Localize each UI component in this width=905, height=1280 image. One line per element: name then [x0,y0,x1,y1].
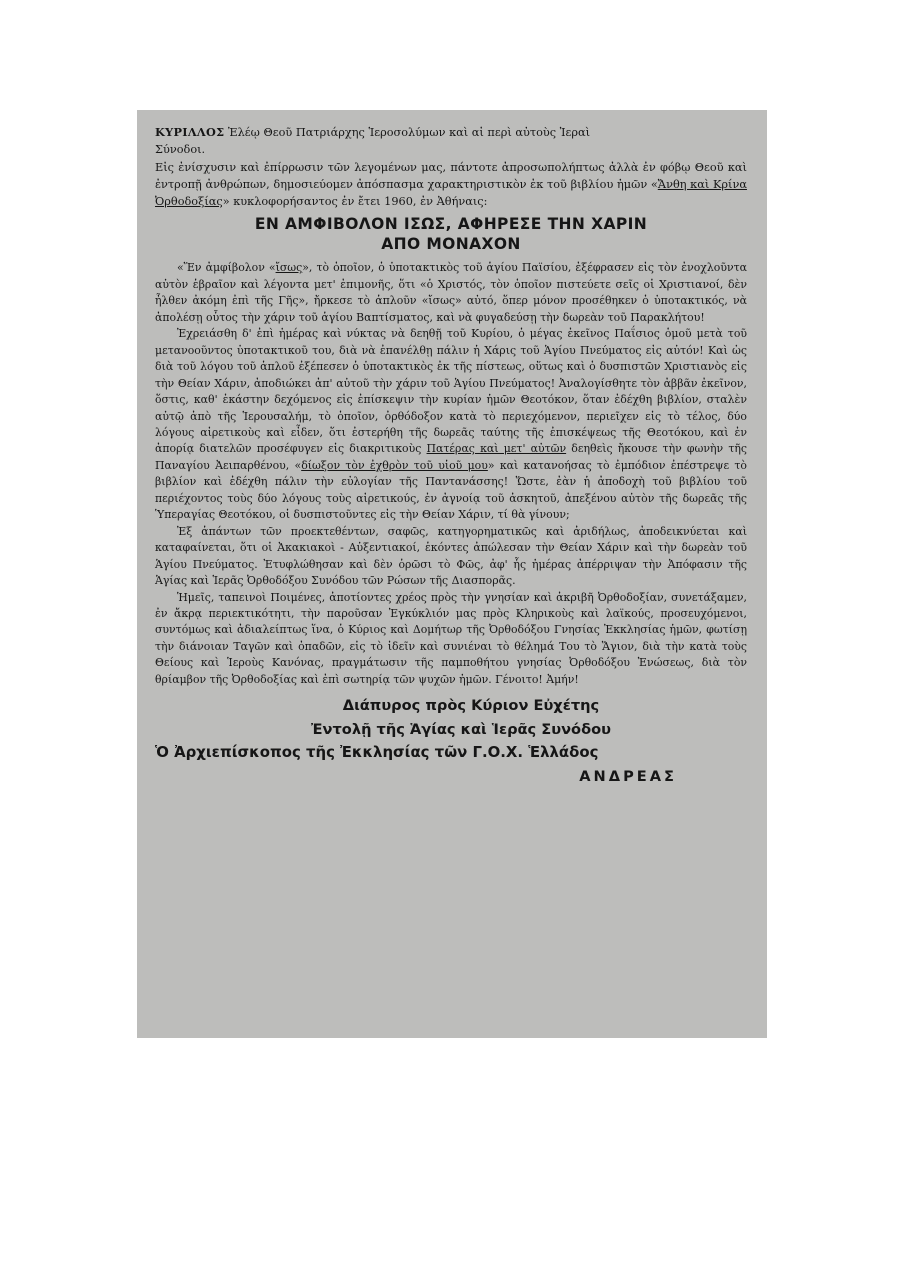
p1-text-b: », τὸ ὁποῖον, ὁ ὑποτακτικὸς τοῦ ἁγίου Παϊσίου, ἐξέφρασεν εἰς τὸν ἐνοχλοῦντα αὐτὸν ἑβραῖον καὶ λέγοντα μετ' ἐπιμονῆς, ὅτι «ὁ Χριστός, τὸν ὁποῖον πιστεύετε σεῖς οἱ Χριστιανοί, δὲν ἦλθεν ἀκόμη ἐπὶ τῆς Γῆς», ἤρκεσε τὸ ἁπλοῦν «ἴσως» αὐτό, ὅπερ μόνον προσέθηκεν ὁ ὑποτακτικός, νὰ ἀπολέσῃ οὗτος τὴν χάριν τοῦ ἁγίου Βαπτίσματος, καὶ νὰ φυγαδεύσῃ τὴν δωρεὰν τοῦ Παρακλήτου! [155,261,747,324]
p2-text-b: δεηθεὶς ἤκουσε τὴν φωνὴν τῆς Παναγίου Ἀειπαρθένου, « [155,442,748,472]
fathers-phrase: Πατέρας καὶ μετ' αὐτῶν [426,442,567,456]
heading-line-1: ΕΝ ΑΜΦΙΒΟΛΟΝ ΙΣΩΣ, ΑΦΗΡΕΣΕ ΤΗΝ ΧΑΡΙΝ [254,215,648,234]
scanned-page [137,110,767,1038]
intro-sender-line [155,124,747,141]
signature-line-3: Ὁ Ἀρχιεπίσκοπος τῆς Ἐκκλησίας τῶν Γ.Ο.Χ. Ἑλλάδος [155,743,599,762]
body-paragraph-3: Ἐξ ἁπάντων τῶν προεκτεθέντων, σαφῶς, κατηγορηματικῶς καὶ ἀριδήλως, ἀποδεικνύεται καὶ καταφαίνεται, ὅτι οἱ Ἀκακιακοὶ - Αὐξεντιακοί, ἑκόντες ἀπώλεσαν τὴν Θείαν Χάριν καὶ τὴν δωρεὰν τοῦ Ἁγίου Πνεύματος. Ἐτυφλώθησαν καὶ δὲν ὁρῶσι τὸ Φῶς, ἀφ' ἧς ἡμέρας ἀπέρριψαν τὴν Ἀπόφασιν τῆς Ἁγίας καὶ Ἱερᾶς Ὀρθοδόξου Συνόδου τῶν Ρώσων τῆς Διασπορᾶς. [155,524,747,588]
signature-line-2: Ἐντολῇ τῆς Ἁγίας καὶ Ἱερᾶς Συνόδου [311,720,611,738]
p1-text-a: «Ἕν ἀμφίβολον « [177,261,276,275]
intro-synods: Σύνοδοι. [155,143,206,157]
sender-title: Ἐλέῳ Θεοῦ Πατριάρχης Ἱεροσολύμων καὶ αἱ περὶ αὐτοὺς Ἱεραὶ [224,126,591,139]
p2-text-a: Ἐχρειάσθη δ' ἐπὶ ἡμέρας καὶ νύκτας νὰ δεηθῇ τοῦ Κυρίου, ὁ μέγας ἐκεῖνος Παΐσιος ὁμοῦ μετὰ τοῦ μετανοοῦντος ὑποτακτικοῦ του, διὰ νὰ ἐπανέλθῃ πάλιν ἡ Χάρις τοῦ Ἁγίου Πνεύματος εἰς αὐτόν! Καὶ ὡς διὰ τοῦ λόγου τοῦ ἁπλοῦ ἐξέπεσεν ὁ ὑποτακτικὸς ἐκ τῆς πίστεως, οὕτως καὶ ὁ δυσπιστῶν Χριστιανὸς εἰς τὴν Θείαν Χάριν, ἀποδιώκει ἀπ' αὐτοῦ τὴν χάριν τοῦ Ἁγίου Πνεύματος! Ἀναλογίσθητε τὸν ἀββᾶν ἐκεῖνον, ὅστις, καθ' ἑκάστην δεχόμενος εἰς ἐπίσκεψιν τὴν κυρίαν ἡμῶν Θεοτόκον, ὅταν ἐδέχθη βιβλίον, σταλὲν αὐτῷ ἀπὸ τῆς Ἱερουσαλήμ, τὸ ὁποῖον, ὀρθόδοξον κατὰ τὸ περιεχόμενον, περιεῖχεν εἰς τὸ τέλος, δύο λόγους αἱρετικοὺς καὶ εἶδεν, ὅτι ἐστερήθη τῆς δωρεᾶς ταύτης τῆς ἐπισκέψεως τῆς Θεοτόκου, καὶ ἐν ἀπορίᾳ διατελῶν προσέφυγεν εἰς διακριτικοὺς [155,327,747,456]
intro-paragraph [155,159,747,211]
signature-block [155,694,747,788]
body-paragraph-2 [155,326,747,523]
heading-line-2: ΑΠΟ ΜΟΝΑΧΟΝ [381,235,521,254]
intro-text-before: Εἰς ἐνίσχυσιν καὶ ἐπίρρωσιν τῶν λεγομένων μας, πάντοτε ἀπροσωπολήπτως ἀλλὰ ἐν φόβῳ Θεοῦ καὶ ἐντροπῇ ἀνθρώπων, δημοσιεύομεν ἀπόσπασμα χαρακτηριστικὸν ἐκ τοῦ βιβλίου ἡμῶν « [155,160,747,191]
intro-text-after: » κυκλοφορήσαντος ἐν ἔτει 1960, ἐν Ἀθήναις: [222,195,488,209]
body-paragraph-4: Ἡμεῖς, ταπεινοὶ Ποιμένες, ἀποτίοντες χρέος πρὸς τὴν γνησίαν καὶ ἀκριβῆ Ὀρθοδοξίαν, συνετάξαμεν, ἐν ἄκρᾳ περιεκτικότητι, τὴν παροῦσαν Ἐγκύκλιόν μας πρὸς Κληρικοὺς καὶ λαϊκούς, προσευχόμενοι, συντόμως καὶ ἀδιαλείπτως ἵνα, ὁ Κύριος καὶ Δομήτωρ τῆς Ὀρθοδόξου Γνησίας Ἐκκλησίας ἡμῶν, φωτίσῃ τὴν διάνοιαν Ταγῶν καὶ ὀπαδῶν, εἰς τὸ ἰδεῖν καὶ συνιέναι τὸ θέλημά Του τὸ Ἅγιον, διὰ τὴν κατὰ τοὺς Θείους καὶ Ἱεροὺς Κανόνας, πραγμάτωσιν τῆς παμποθήτου γνησίας Ὀρθοδόξου Ἑνώσεως, διὰ τὸν θρίαμβον τῆς Ὀρθοδοξίας καὶ ἐπὶ σωτηρίᾳ τῶν ψυχῶν ἡμῶν. Γένοιτο! Ἀμήν! [155,590,747,686]
body-paragraph-1 [155,260,747,326]
sender-name: ΚΥΡΙΛΛΟΣ [155,125,225,139]
p2-text-c: » καὶ κατανοήσας τὸ ἐμπόδιον ἐπέστρεψε τὸ βιβλίον καὶ ἐδέχθη πάλιν τὴν εὐλογίαν τῆς Παντανάσσης! Ὥστε, ἐὰν ἡ ἀποδοχὴ τοῦ βιβλίου τοῦ περιέχοντος τοὺς δύο λόγους τοὺς αἱρετικούς, ἐν ἀγνοίᾳ τοῦ ἀσκητοῦ, ἀπεξένου αὐτὸν τῆς δωρεᾶς τῆς Ὑπεραγίας Θεοτόκου, οἱ δυσπιστοῦντες εἰς τὴν Θείαν Χάριν, τί θὰ γίνουν; [155,458,747,522]
theotokos-quote: δίωξον τὸν ἐχθρὸν τοῦ υἱοῦ μου [301,458,488,472]
signatory-name: ΑΝΔΡΕΑΣ [579,767,677,785]
book-title: Ἄνθη καὶ Κρίνα Ὀρθοδοξίας [155,177,747,209]
signature-line-1: Διάπυρος πρὸς Κύριον Εὐχέτης [342,697,600,715]
article-heading [155,214,747,254]
isos-word: ἴσως [275,261,303,275]
